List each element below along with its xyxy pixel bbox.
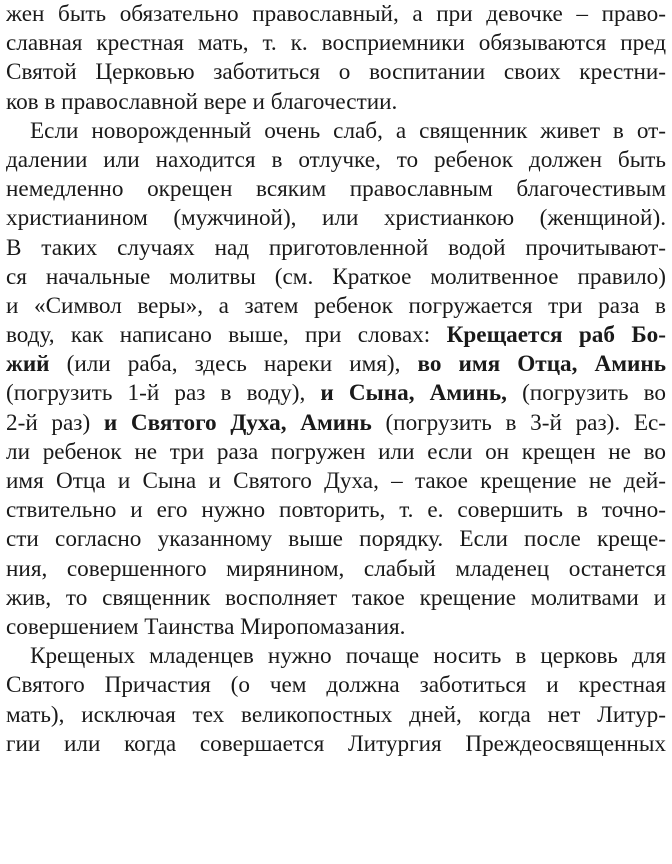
text-line <box>6 584 666 613</box>
text-segment: гии или когда совершается Литургия Преждеосвященных <box>6 730 666 757</box>
bold-text: Крещается раб Бо- <box>446 322 666 349</box>
text-segment: ков в православной вере и благочестии. <box>6 88 398 115</box>
text-segment: Святой Церковью заботиться о воспитании своих крестни- <box>6 59 666 86</box>
text-line <box>6 263 666 292</box>
text-segment: В таких случаях над приготовленной водой прочитывают- <box>6 234 666 261</box>
text-segment: ся начальные молитвы (см. Краткое молитвенное правило) <box>6 263 666 290</box>
text-segment: совершением Таинства Миропомазания. <box>6 613 406 640</box>
text-segment: (погрузить в 3-й раз). Ес- <box>371 409 666 436</box>
bold-text: и Сына, Аминь, <box>320 380 507 407</box>
text-line <box>6 146 666 175</box>
text-line <box>6 88 666 117</box>
text-segment: ния, совершенного мирянином, слабый младенец останется <box>6 555 666 582</box>
text-line <box>6 438 666 467</box>
text-segment: (погрузить во <box>506 380 666 407</box>
text-line <box>6 555 666 584</box>
text-segment: мать), исключая тех великопостных дней, когда нет Литур- <box>6 701 666 728</box>
text-segment: Крещеных младенцев нужно почаще носить в церковь для <box>30 643 666 670</box>
text-line <box>6 525 666 554</box>
text-line <box>6 292 666 321</box>
text-line <box>6 350 666 379</box>
text-line <box>6 379 666 408</box>
document-page <box>6 0 666 759</box>
text-line <box>6 730 666 759</box>
text-line <box>6 117 666 146</box>
text-line <box>6 234 666 263</box>
bold-text: во имя Отца, Аминь <box>417 351 666 378</box>
text-line <box>6 671 666 700</box>
text-line <box>6 613 666 642</box>
text-segment: имя Отца и Сына и Святого Духа, – такое крещение не дей- <box>6 468 666 494</box>
text-segment: (погрузить 1-й раз в воду), <box>6 380 321 407</box>
text-segment: (или раба, здесь нареки имя), <box>49 351 418 378</box>
text-line <box>6 29 666 58</box>
text-line <box>6 642 666 671</box>
text-segment: далении или находится в отлучке, то ребенок должен быть <box>6 146 666 173</box>
text-segment: Святого Причастия (о чем должна заботиться и крестная <box>6 672 666 699</box>
text-segment: жив, то священник восполняет такое крещение молитвами и <box>6 584 666 611</box>
text-segment: ли ребенок не три раза погружен или если он крещен не во <box>6 438 666 465</box>
text-segment: Если новорожденный очень слаб, а священник живет в от- <box>30 117 666 144</box>
text-line <box>6 701 666 730</box>
text-line <box>6 204 666 233</box>
text-segment: сти согласно указанному выше порядку. Если после креще- <box>6 526 666 553</box>
text-segment: немедленно окрещен всяким православным благочестивым <box>6 176 666 203</box>
text-segment: славная крестная мать, т. к. восприемники обязываются пред <box>6 30 666 57</box>
text-line <box>6 496 666 525</box>
bold-text: и Святого Духа, Аминь <box>103 409 372 436</box>
paragraph-p2 <box>6 117 666 642</box>
text-segment: христианином (мужчиной), или христианкою (женщиной). <box>6 205 666 232</box>
text-line <box>6 467 666 496</box>
bold-text: жий <box>6 351 50 378</box>
text-segment: воду, как написано выше, при словах: <box>6 322 447 349</box>
paragraph-p1 <box>6 0 666 117</box>
text-line <box>6 175 666 204</box>
text-segment: 2-й раз) <box>6 409 104 436</box>
text-line <box>6 58 666 87</box>
text-segment: жен быть обязательно православный, а при девочке – право- <box>6 1 666 27</box>
text-line <box>6 409 666 438</box>
paragraph-p3 <box>6 642 666 759</box>
text-line <box>6 0 666 29</box>
text-line <box>6 321 666 350</box>
text-segment: и «Символ веры», а затем ребенок погружается три раза в <box>6 292 666 319</box>
text-segment: ствительно и его нужно повторить, т. е. совершить в точно- <box>6 497 666 524</box>
